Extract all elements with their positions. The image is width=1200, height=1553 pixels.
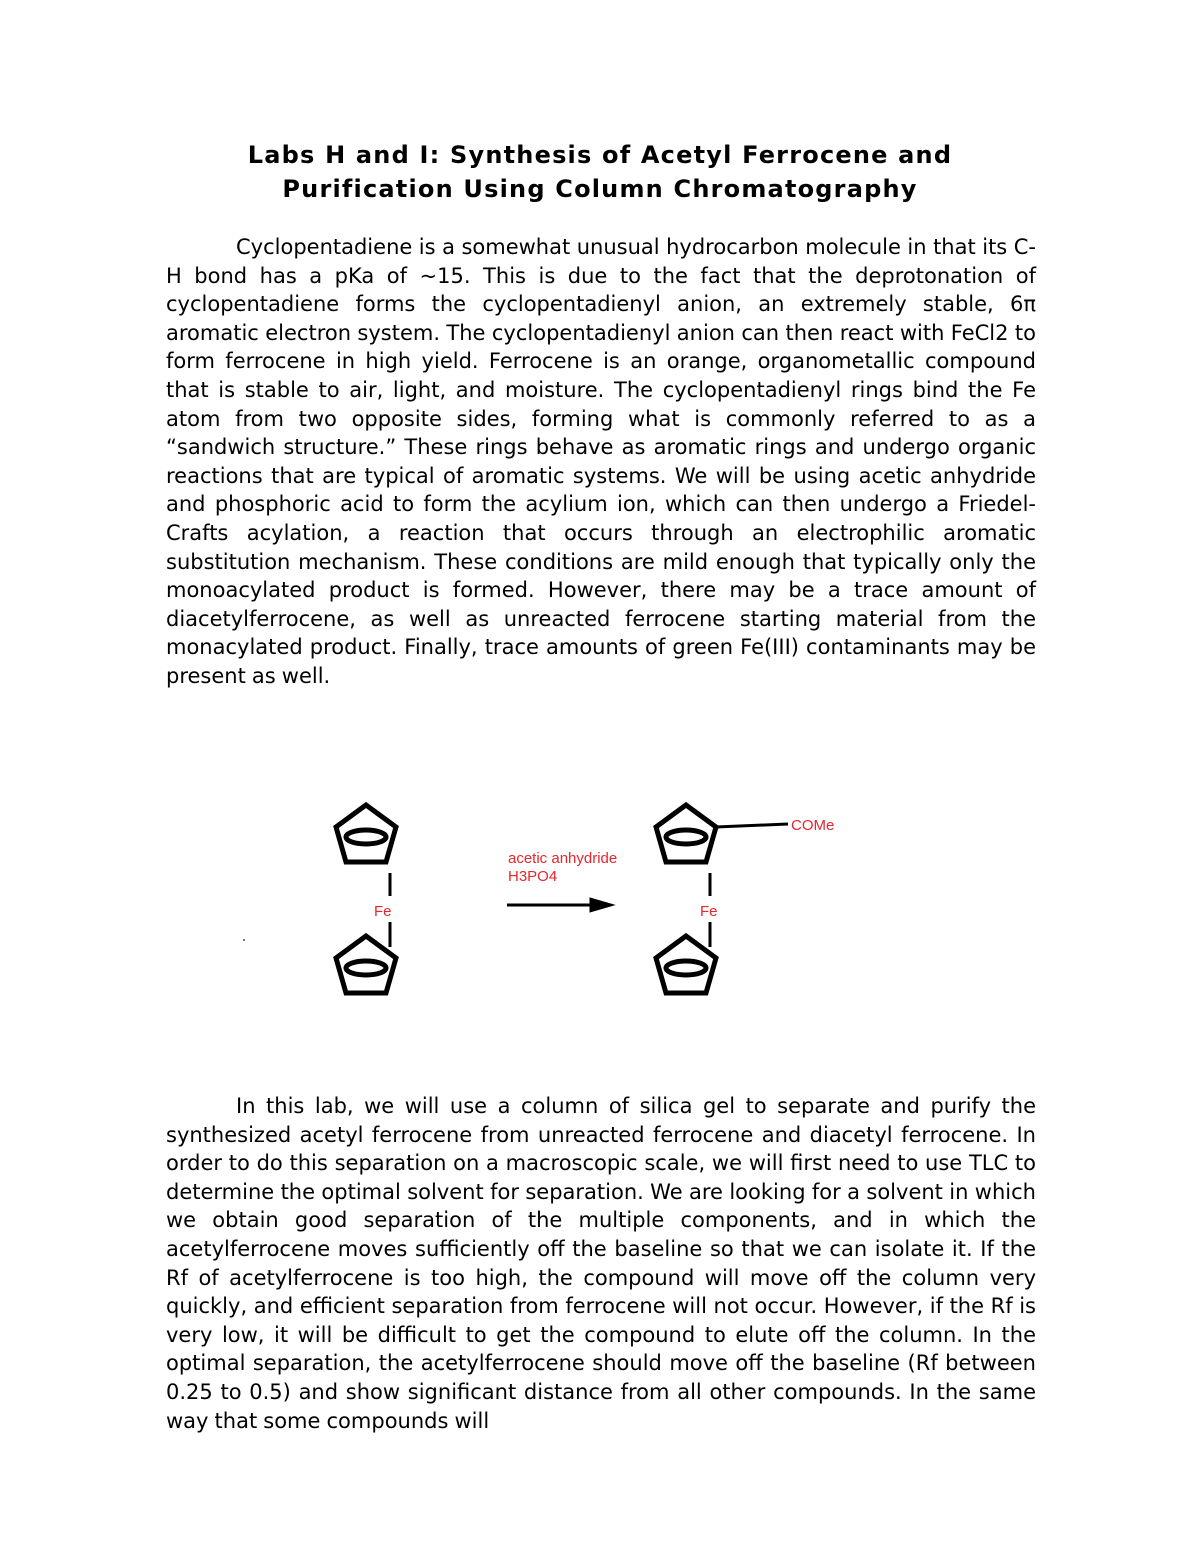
stray-mark bbox=[243, 939, 245, 941]
substituent-label: COMe bbox=[791, 817, 835, 834]
reactant-iron-label: Fe bbox=[374, 903, 392, 920]
reagent-label-line-2: H3PO4 bbox=[508, 868, 558, 885]
column-chromatography-paragraph: In this lab, we will use a column of silica gel to separate and purify the synthesized acetyl ferrocene from unreacted ferrocene and diacetyl ferrocene. In order to do this separation on a macroscopic scale, we will first need to use TLC to determine the optimal solvent for separation. We are looking for a solvent in which we obtain good separation of the multiple components, and in which the acetylferrocene moves sufficiently off the baseline so that we can isolate it. If the Rf of acetylferrocene is too high, the compound will move off the column very quickly, and efficient separation from ferrocene will not occur. However, if the Rf is very low, it will be difficult to get the compound to elute off the column. In the optimal separation, the acetylferrocene should move off the baseline (Rf between 0.25 to 0.5) and show significant distance from all other compounds. In the same way that some compounds will bbox=[166, 1094, 1036, 1433]
reaction-scheme bbox=[230, 790, 930, 1010]
document-title bbox=[150, 138, 1050, 206]
reaction-arrow bbox=[507, 898, 614, 912]
intro-paragraph: Cyclopentadiene is a somewhat unusual hydrocarbon molecule in that its C-H bond has a pKa of ~15. This is due to the fact that the deprotonation of cyclopentadiene forms the cyclopentadienyl anion, an extremely stable, 6π aromatic electron system. The cyclopentadienyl anion can then react with FeCl2 to form ferrocene in high yield. Ferrocene is an orange, organometallic compound that is stable to air, light, and moisture. The cyclopentadienyl rings bind the Fe atom from two opposite sides, forming what is commonly referred to as a “sandwich structure.” These rings behave as aromatic rings and undergo organic reactions that are typical of aromatic systems. We will be using acetic anhydride and phosphoric acid to form the acylium ion, which can then undergo a Friedel-Crafts acylation, a reaction that occurs through an electrophilic aromatic substitution mechanism. These conditions are mild enough that typically only the monoacylated product is formed. However, there may be a trace amount of diacetylferrocene, as well as unreacted ferrocene starting material from the monacylated product. Finally, trace amounts of green Fe(III) contaminants may be present as well. bbox=[166, 235, 1036, 688]
title-line-2: Purification Using Column Chromatography bbox=[282, 175, 918, 203]
reactant-ferrocene bbox=[336, 805, 396, 993]
product-iron-label: Fe bbox=[700, 903, 718, 920]
product-bottom-ring-pi-circle bbox=[666, 961, 706, 975]
product-substituent-bond bbox=[716, 824, 788, 827]
product-acetylferrocene bbox=[656, 805, 788, 993]
title-line-1: Labs H and I: Synthesis of Acetyl Ferrocene and bbox=[247, 141, 953, 169]
reactant-top-ring-pi-circle bbox=[346, 830, 386, 844]
product-top-ring-pi-circle bbox=[666, 830, 706, 844]
reaction-arrow-head bbox=[590, 898, 614, 912]
reagent-label-line-1: acetic anhydride bbox=[508, 850, 618, 867]
reactant-bottom-ring-pi-circle bbox=[346, 961, 386, 975]
